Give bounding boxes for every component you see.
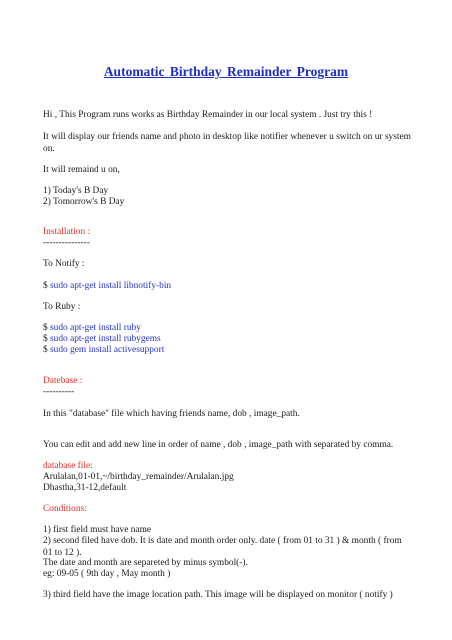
installation-rule: --------------- (43, 238, 90, 248)
remind-item: 1) Today's B Day (43, 186, 109, 196)
command-text: sudo apt-get install rubygems (50, 334, 161, 344)
condition-item: 3) third field have the image location path. This image will be displayed on monitor ( notify ) (43, 590, 393, 600)
database-file-label: database file: (43, 461, 93, 471)
condition-item: eg: 09-05 ( 9th day , May month ) (43, 569, 171, 579)
conditions-heading: Conditions: (43, 504, 87, 514)
remind-text: It will remaind u on, (43, 165, 120, 175)
database-rule: ---------- (43, 387, 75, 397)
database-line: Dhastha,31-12,default (43, 483, 127, 493)
page-title: Automatic Birthday Remainder Program (103, 64, 349, 79)
ruby-command (43, 323, 413, 335)
command-text: sudo apt-get install libnotify-bin (50, 281, 172, 291)
command-text: sudo apt-get install ruby (50, 323, 141, 333)
to-notify-label: To Notify : (43, 259, 85, 269)
ruby-command (43, 334, 413, 346)
prompt-symbol: $ (43, 345, 48, 355)
remind-item: 2) Tomorrow's B Day (43, 197, 125, 207)
notify-command (43, 281, 413, 293)
database-description: In this "database" file which having friends name, dob , image_path. (43, 409, 300, 419)
intro-text: Hi , This Program runs works as Birthday Remainder in our local system . Just try this ! (43, 110, 373, 120)
database-line: Arulalan,01-01,~/birthday_remainder/Arulalan.jpg (43, 472, 234, 482)
prompt-symbol: $ (43, 281, 48, 291)
to-ruby-label: To Ruby : (43, 302, 81, 312)
condition-item: 2) second filed have dob. It is date and month order only. date ( from 01 to 31 ) & month ( from 01 to 12 ). (43, 536, 402, 558)
prompt-symbol: $ (43, 323, 48, 333)
condition-item: The date and month are separeted by minus symbol(-). (43, 558, 248, 568)
condition-item: 1) first field must have name (43, 525, 152, 535)
installation-heading: Installation : (43, 227, 91, 237)
ruby-command (43, 345, 413, 357)
command-text: sudo gem install activesupport (50, 345, 165, 355)
database-edit-text: You can edit and add new line in order of name , dob , image_path with separated by comma. (43, 440, 394, 450)
prompt-symbol: $ (43, 334, 48, 344)
database-heading: Datebase : (43, 376, 83, 386)
description-text: It will display our friends name and photo in desktop like notifier whenever u switch on ur system on. (43, 132, 411, 154)
